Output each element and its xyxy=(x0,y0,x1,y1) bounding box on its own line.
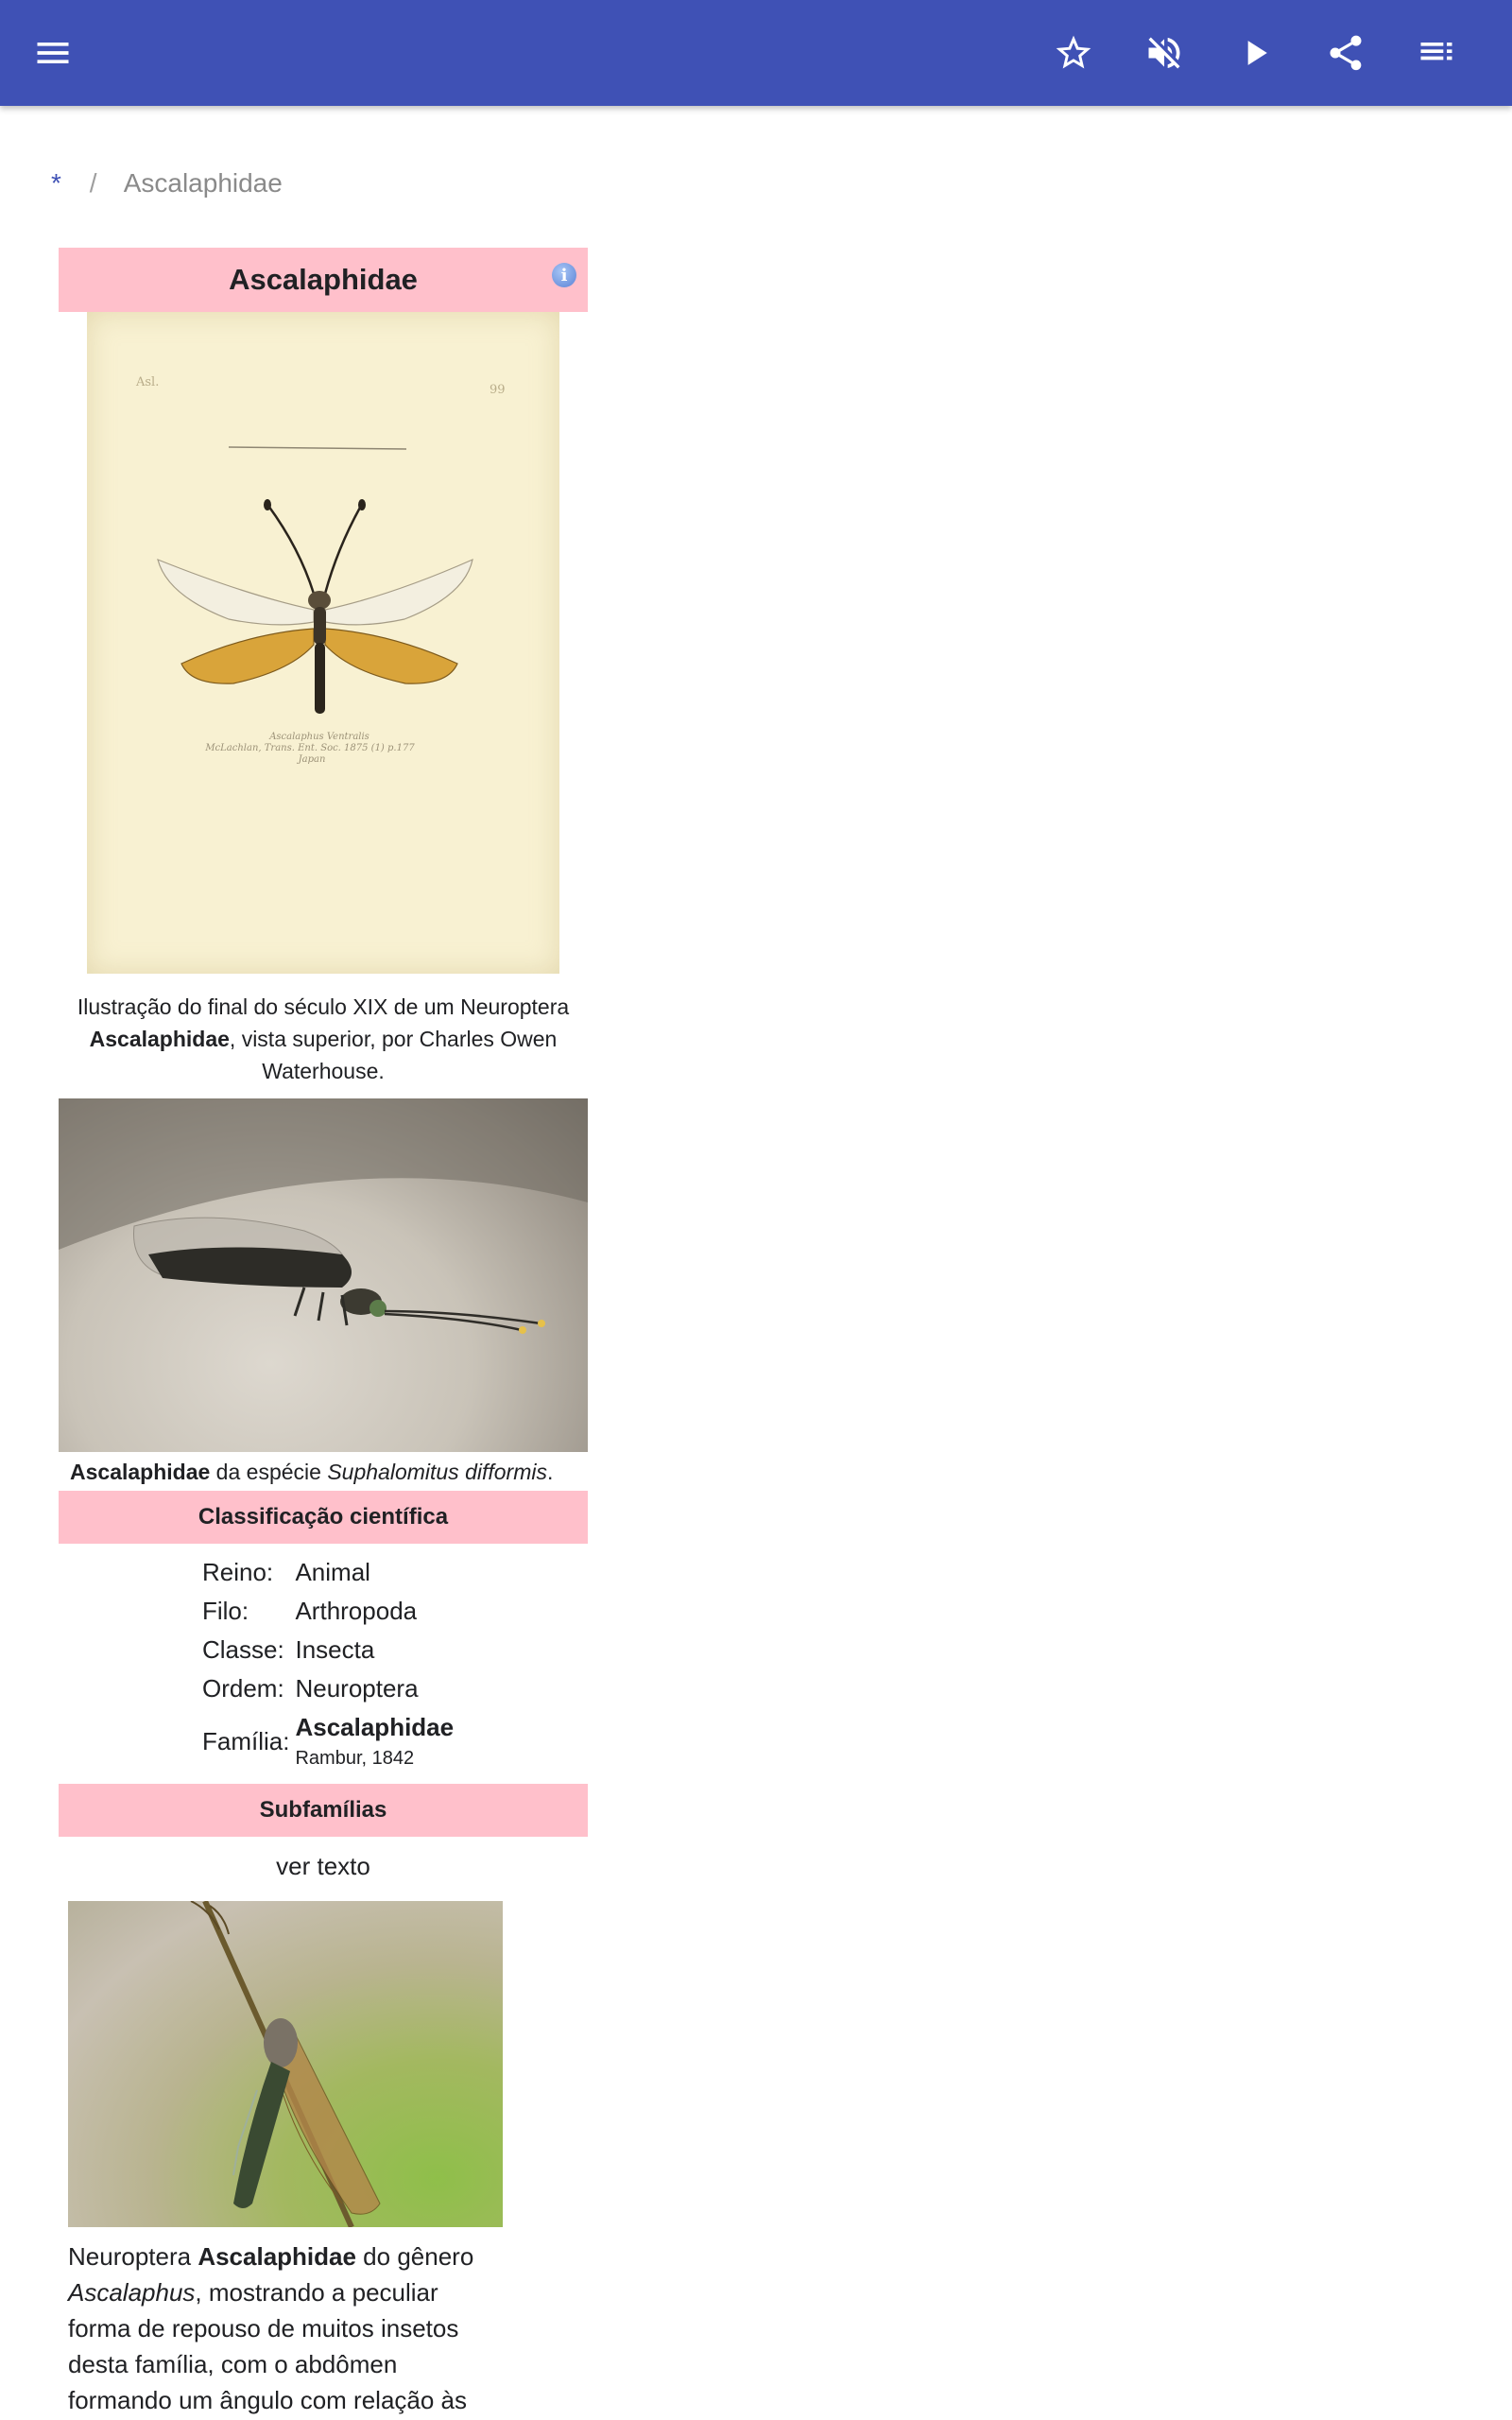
plate-corner-right: 99 xyxy=(490,383,506,397)
rank-value[interactable]: Arthropoda xyxy=(295,1597,418,1625)
breadcrumb-separator: / xyxy=(89,168,97,198)
family-cell xyxy=(295,1708,459,1774)
caption1-text-a: Ilustração do final do século XIX de um Neuroptera xyxy=(77,994,570,1019)
rank-label: Ordem: xyxy=(202,1674,284,1703)
ascalaphus-photo[interactable] xyxy=(68,1901,503,2227)
caption3-text-a: Neuroptera xyxy=(68,2242,198,2271)
caption1-bold: Ascalaphidae xyxy=(89,1027,230,1051)
taxonomy-table xyxy=(202,1553,588,1774)
rank-value[interactable]: Insecta xyxy=(295,1635,375,1664)
family-authority: Rambur, 1842 xyxy=(295,1748,415,1769)
app-bar xyxy=(0,0,1512,106)
share-icon[interactable] xyxy=(1308,15,1383,91)
volume-off-icon[interactable] xyxy=(1126,15,1202,91)
playlist-icon[interactable] xyxy=(1399,15,1474,91)
ascalaphus-resting-illustration xyxy=(68,1901,503,2227)
image1-caption xyxy=(59,974,588,1098)
caption3-text-c: , mostrando a peculiar forma de repouso de muitos insetos desta família, com o abdômen formando um ângulo com relação às xyxy=(68,2278,468,2414)
caption2-end: . xyxy=(546,1460,554,1484)
subfamilies-header: Subfamílias xyxy=(59,1784,588,1837)
taxonomy-row-ordem xyxy=(202,1669,459,1708)
caption3-genus: Ascalaphus xyxy=(68,2278,196,2307)
breadcrumb xyxy=(51,168,283,199)
plate-corner-left: Asl. xyxy=(136,375,160,389)
caption3-text-b: do gênero xyxy=(355,2242,474,2271)
subfamilies-value: ver texto xyxy=(276,1852,370,1880)
owlfly-side-view xyxy=(59,1098,588,1452)
taxobox xyxy=(59,248,588,1889)
caption3-bold: Ascalaphidae xyxy=(198,2242,356,2271)
menu-icon[interactable] xyxy=(15,15,91,91)
rank-label: Filo: xyxy=(202,1597,249,1625)
taxobox-header xyxy=(59,248,588,312)
caption1-text-b: , vista superior, por Charles Owen Waterhouse. xyxy=(229,1027,558,1083)
plate-line-3: Japan xyxy=(298,754,326,765)
taxonomy-row-classe xyxy=(202,1631,459,1669)
breadcrumb-current: Ascalaphidae xyxy=(123,168,283,198)
info-icon[interactable]: i xyxy=(552,263,576,287)
rank-label: Classe: xyxy=(202,1635,284,1664)
play-icon[interactable] xyxy=(1217,15,1293,91)
rank-label: Família: xyxy=(202,1726,290,1755)
owlfly-photo[interactable] xyxy=(59,1098,588,1452)
taxonomy-row-familia xyxy=(202,1708,459,1774)
caption2-bold: Ascalaphidae xyxy=(70,1460,211,1484)
image2-caption xyxy=(59,1452,588,1491)
taxonomy-row-filo xyxy=(202,1592,459,1631)
illustration-plate-image[interactable] xyxy=(87,312,559,974)
image3-caption xyxy=(68,2238,493,2418)
breadcrumb-root-link[interactable]: * xyxy=(51,168,61,198)
rank-label: Reino: xyxy=(202,1558,274,1586)
lacewing-illustration xyxy=(87,312,559,974)
rank-value[interactable]: Neuroptera xyxy=(295,1674,419,1703)
star-icon[interactable] xyxy=(1036,15,1111,91)
taxonomy-row-reino xyxy=(202,1553,459,1592)
caption2-species: Suphalomitus difformis xyxy=(327,1460,547,1484)
family-name: Ascalaphidae xyxy=(295,1713,455,1741)
taxobox-title: Ascalaphidae xyxy=(229,263,418,296)
caption2-middle: da espécie xyxy=(210,1460,328,1484)
plate-line-1: Ascalaphus Ventralis xyxy=(269,732,369,742)
classification-header: Classificação científica xyxy=(59,1491,588,1544)
rank-value[interactable]: Animal xyxy=(295,1558,370,1586)
plate-line-2: McLachlan, Trans. Ent. Soc. 1875 (1) p.177 xyxy=(205,743,415,753)
